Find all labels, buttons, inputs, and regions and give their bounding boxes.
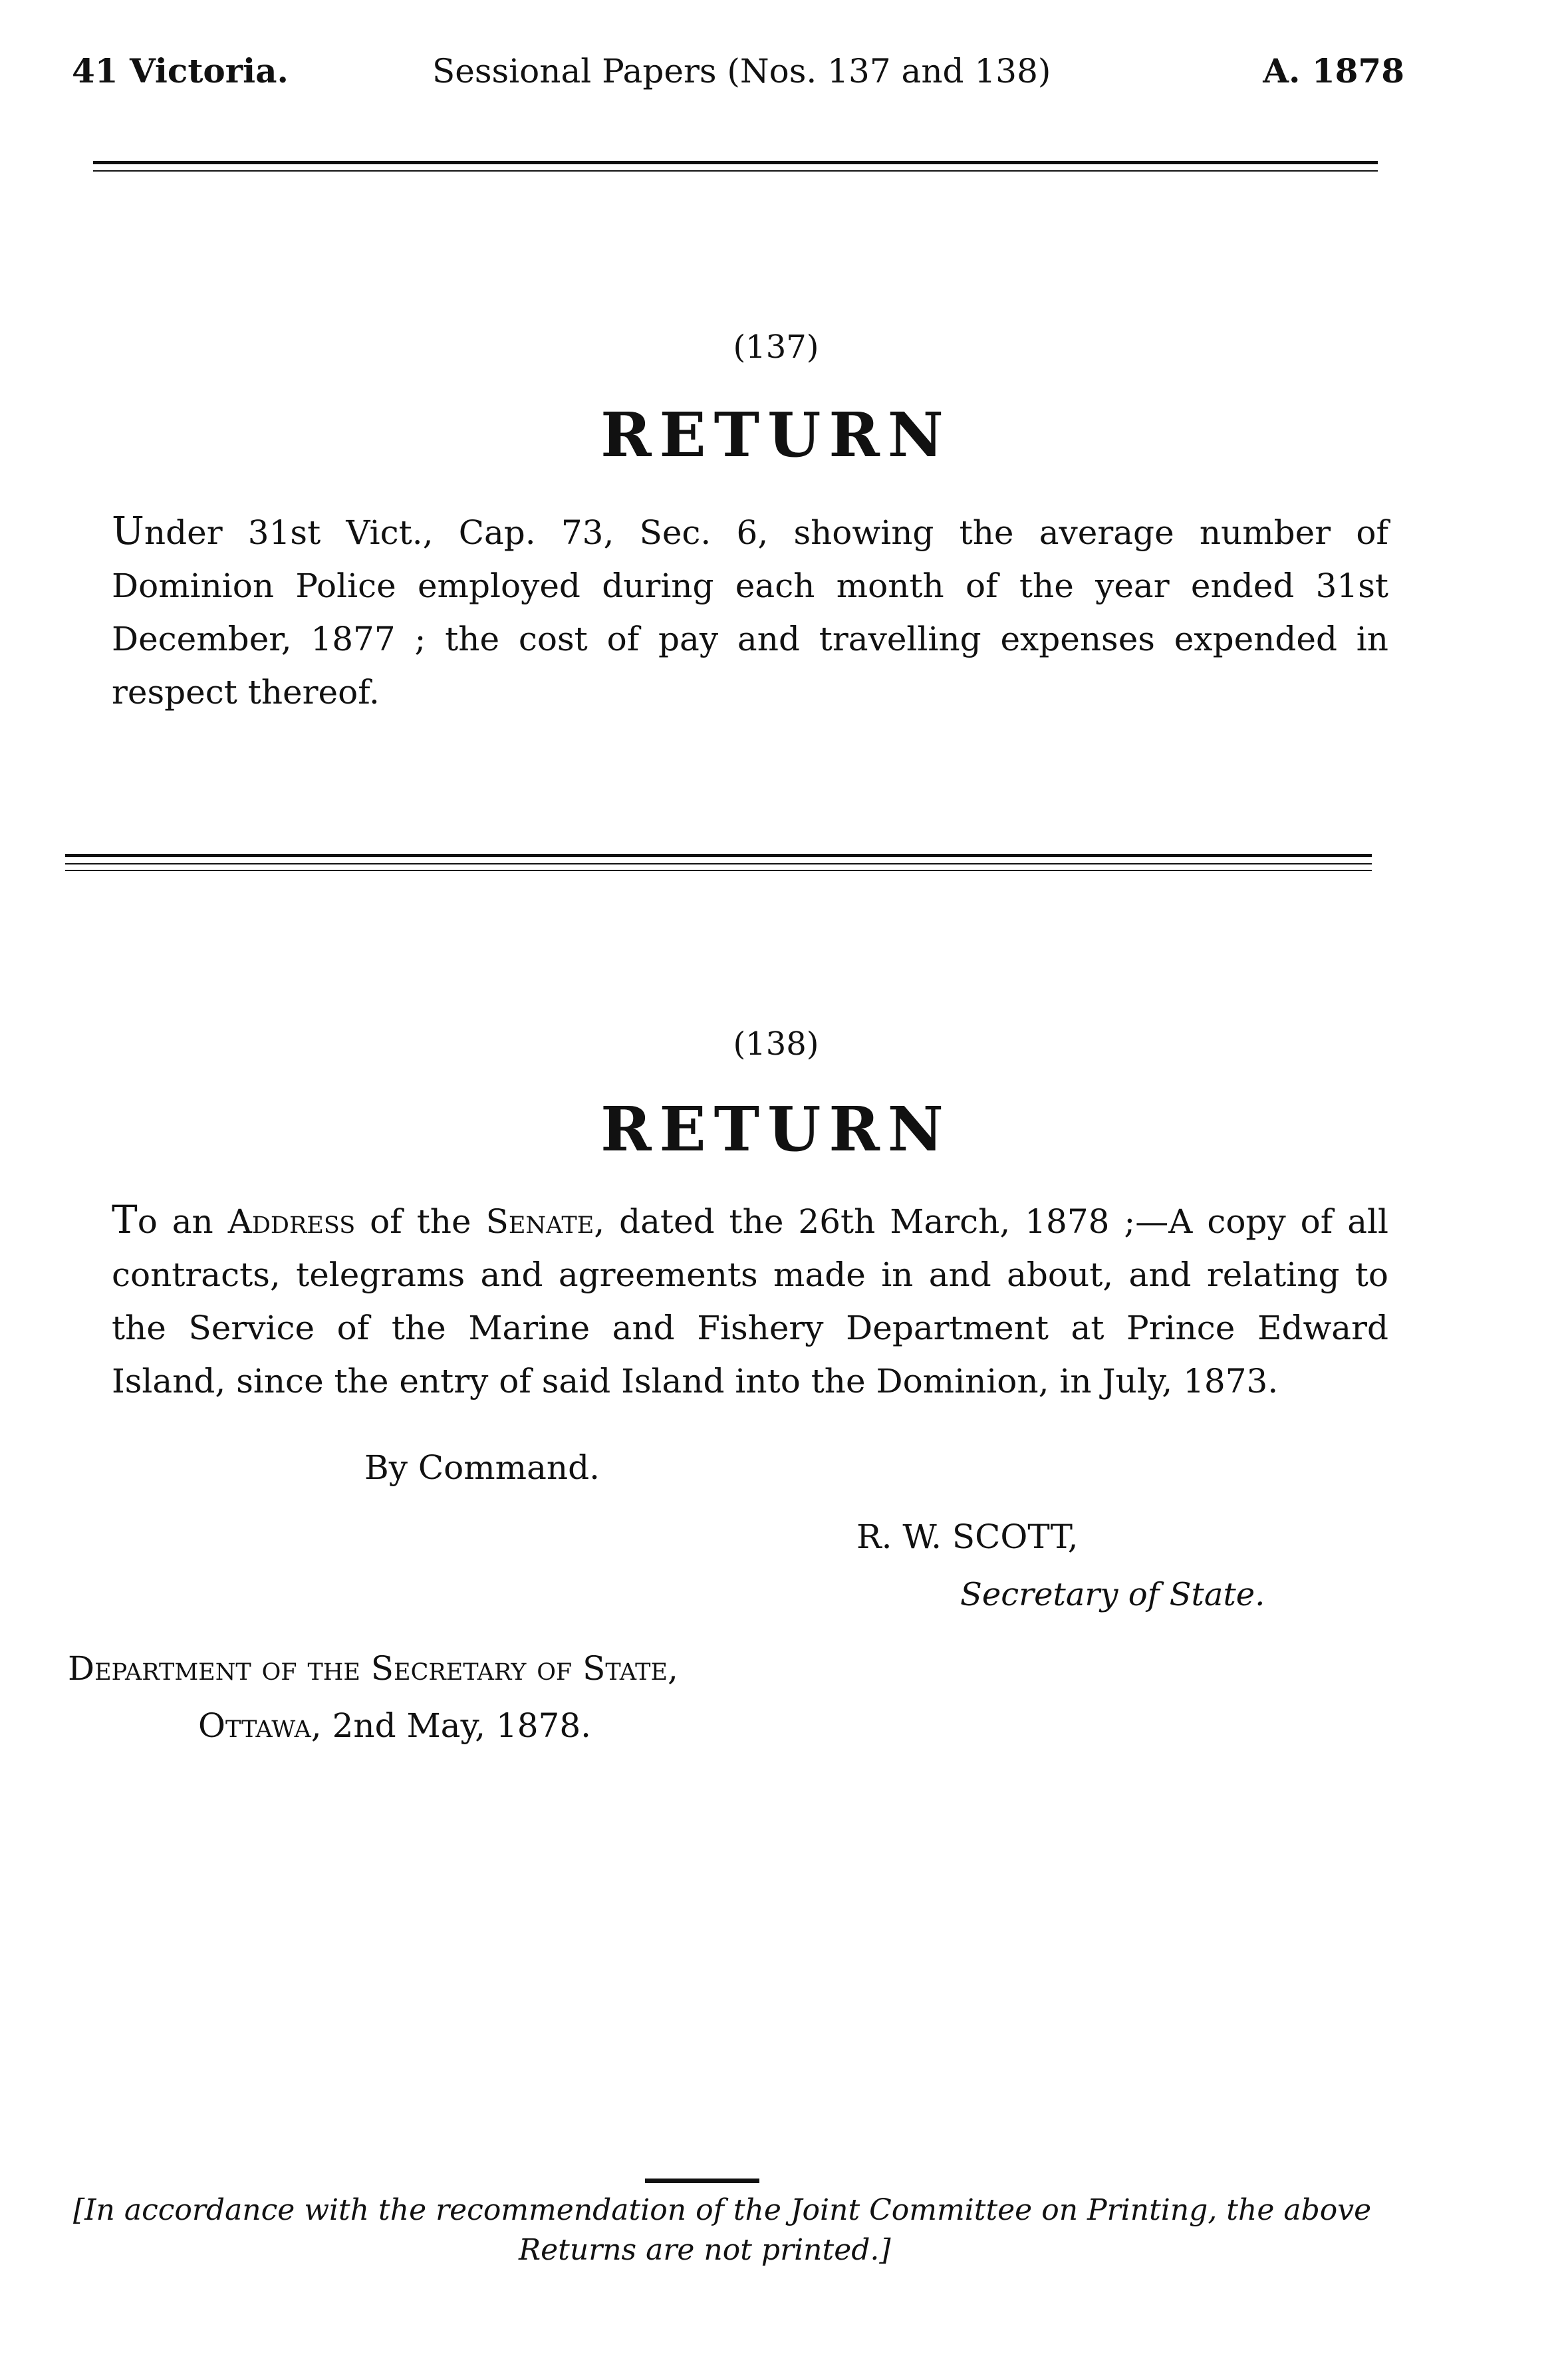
closing-rule xyxy=(645,2179,759,2183)
section-divider-thin-1 xyxy=(65,863,1372,864)
signatory-name: R. W. SCOTT, xyxy=(856,1518,1079,1556)
department-date: , 2nd May, 1878. xyxy=(311,1706,592,1745)
signatory-title: Secretary of State. xyxy=(960,1576,1265,1613)
running-header-year: A. 1878 xyxy=(1263,51,1404,90)
footnote-line-1: [In accordance with the recommendation of the Joint Committee on Printing, the above xyxy=(73,2193,1372,2227)
department-place-date xyxy=(198,1706,591,1745)
return-138-body-2: of the xyxy=(355,1202,486,1241)
by-command: By Command. xyxy=(364,1448,600,1487)
section-divider-thick xyxy=(65,854,1372,857)
return-138-senate: Senate xyxy=(485,1202,594,1241)
return-137-description xyxy=(112,504,1388,719)
return-137-number: (137) xyxy=(733,329,819,366)
department-city: Ottawa xyxy=(198,1706,311,1745)
section-divider-thin-2 xyxy=(65,870,1372,871)
department-name: Department of the Secretary of State, xyxy=(68,1649,678,1688)
return-137-lead-letter: U xyxy=(112,508,144,553)
return-137-heading: RETURN xyxy=(600,399,952,471)
return-138-heading: RETURN xyxy=(600,1093,952,1165)
header-rule-thick xyxy=(93,161,1378,164)
return-138-number: (138) xyxy=(733,1025,819,1063)
return-137-body: nder 31st Vict., Cap. 73, Sec. 6, showing the average number of Dominion Police employed during each month of the year ended 31st December, 1877 ; the cost of pay and travelling expenses expended in respect thereof. xyxy=(112,513,1388,712)
return-138-description xyxy=(112,1193,1388,1408)
running-header-session: 41 Victoria. xyxy=(72,51,289,90)
return-138-body-3: , dated the 26th March, 1878 ;—A copy of all contracts, telegrams and agreements made in and about, and relating to the Service of the Marine and Fishery Department at Prince Edward Island, since the entry of said Island into the Dominion, in July, 1873. xyxy=(112,1202,1388,1400)
running-header-title: Sessional Papers (Nos. 137 and 138) xyxy=(432,52,1051,90)
return-138-lead-letter: T xyxy=(112,1197,138,1242)
return-138-address: Address xyxy=(227,1202,356,1241)
return-138-body-1: o an xyxy=(137,1202,228,1241)
footnote-line-2: Returns are not printed.] xyxy=(519,2233,891,2267)
header-rule-thin xyxy=(93,170,1378,172)
